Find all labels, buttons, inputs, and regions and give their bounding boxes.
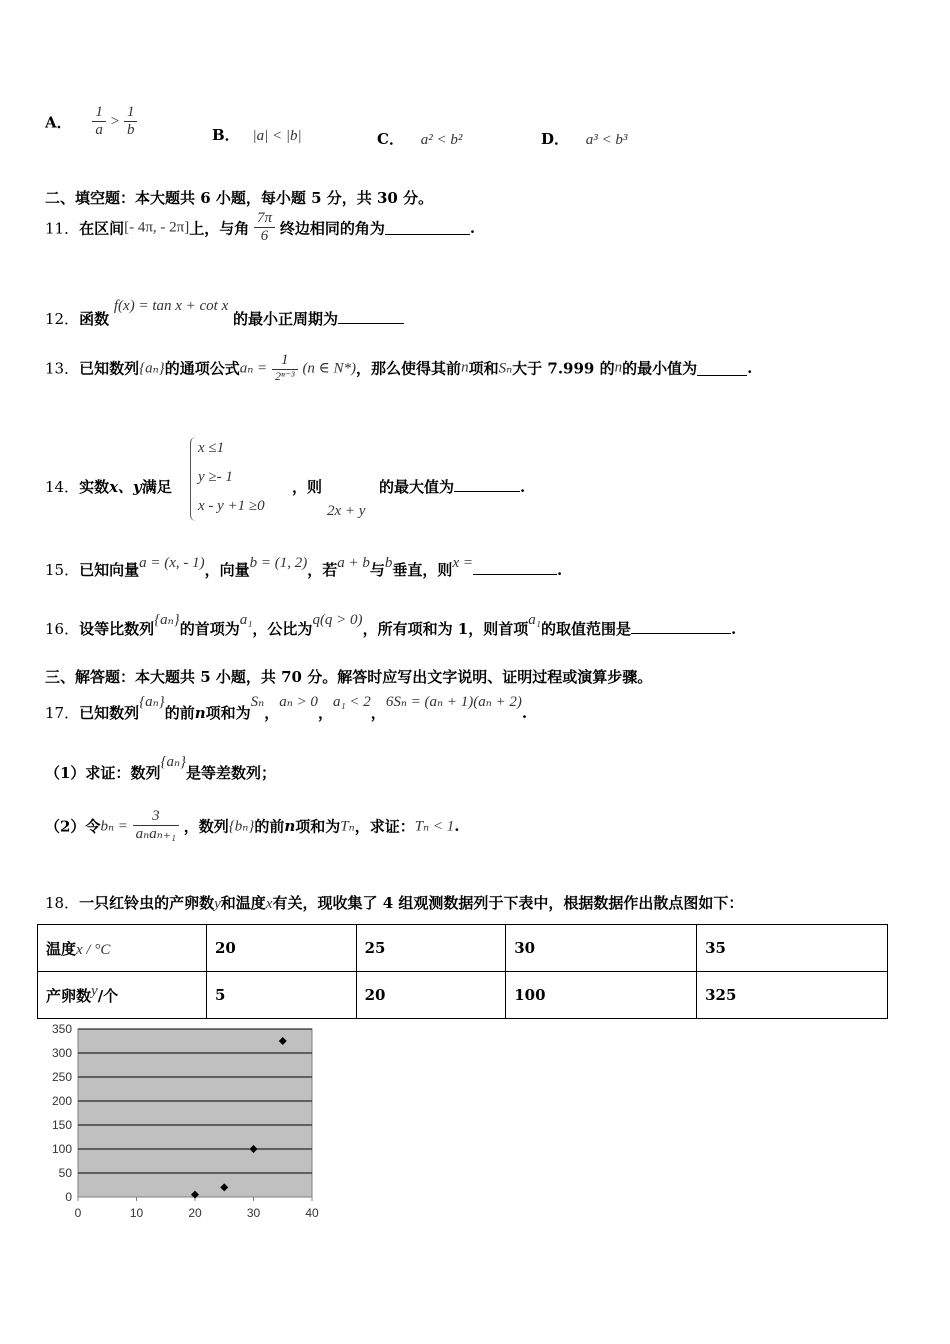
y-tick-label: 100 (51, 1142, 72, 1156)
y-tick-label: 0 (65, 1190, 72, 1204)
option-a-rhs-fraction: $\frac{1}{b}$ (124, 104, 138, 140)
constraint-1: x ≤1 (198, 440, 225, 456)
option-a: A． $\frac{1}{a}$ > $\frac{1}{b}$ (45, 104, 137, 140)
x-tick-label: 40 (305, 1206, 319, 1220)
table-cell: 20 (356, 972, 506, 1019)
answer-blank (631, 619, 731, 634)
table-row-header: 产卵数y/个 (38, 972, 207, 1019)
scatter-chart (37, 1020, 337, 1230)
section-title-fill-in: 二、填空题：本大题共 6 小题，每小题 5 分，共 30 分。 (45, 189, 434, 207)
question-12: 12．函数 f(x) = tan x + cot x 的最小正周期为 (45, 294, 404, 315)
question-17: 17．已知数列{aₙ}的前n项和为Sₙ，aₙ > 0，a₁ < 2，6Sₙ = (aₙ + 1)(aₙ + 2). (45, 694, 528, 722)
question-13: 13．已知数列{aₙ}的通项公式aₙ = $\frac{1}{\text{2ⁿ⁻³}}$ (n ∈ N*)，那么使得其前n项和Sₙ大于 7.999 的n的最小值为 . (45, 352, 753, 384)
table-cell: 325 (697, 972, 888, 1019)
x-tick-label: 10 (129, 1206, 144, 1220)
answer-blank (338, 309, 404, 324)
option-d: D． a³ < b³ (541, 130, 628, 148)
table-cell: 25 (356, 925, 506, 972)
question-14-then: ，则 (292, 478, 323, 496)
option-a-lhs-fraction: $\frac{1}{a}$ (92, 104, 106, 140)
question-14: 14．实数x、y满足 (45, 478, 172, 496)
objective-expression: 2x + y (327, 503, 366, 519)
question-17-part-2: （2）令bₙ = $\frac{3}{\text{aₙaₙ₊₁}}$ ，数列{bₙ}的前n项和为Tₙ，求证：Tₙ < 1. (45, 808, 460, 843)
y-tick-label: 150 (51, 1118, 72, 1132)
answer-blank (697, 361, 747, 376)
angle-fraction: $\frac{7\pi}{6}$ (254, 210, 275, 246)
table-cell: 35 (697, 925, 888, 972)
bn-fraction: $\frac{3}{\text{aₙaₙ₊₁}}$ (133, 808, 179, 844)
question-17-part-1: （1）求证：数列{aₙ}是等差数列； (45, 754, 277, 782)
y-tick-label: 50 (58, 1166, 72, 1180)
table-row-header: 温度x / °C (38, 925, 207, 972)
section-title-solutions: 三、解答题：本大题共 5 小题，共 70 分。解答时应写出文字说明、证明过程或演算步骤。 (45, 668, 653, 686)
option-b: B． |a| < |b| (212, 126, 302, 144)
y-tick-label: 350 (51, 1022, 72, 1036)
x-tick-label: 30 (246, 1206, 261, 1220)
option-c: C． a² < b² (377, 130, 463, 148)
y-tick-label: 250 (51, 1070, 72, 1084)
plot-area (78, 1029, 312, 1197)
table-row (38, 925, 888, 972)
answer-blank (454, 477, 520, 492)
constraint-3: x - y +1 ≥0 (198, 498, 265, 514)
question-11: 11．在区间[- 4π, - 2π]上，与角 $\frac{7\pi}{6}$ 终边相同的角为 . (45, 210, 476, 245)
answer-blank (385, 220, 470, 235)
question-15: 15．已知向量a = (x, - 1)，向量b = (1, 2)，若a + b与b垂直，则x = . (45, 555, 563, 579)
observation-table (37, 924, 888, 1019)
x-tick-label: 20 (188, 1206, 202, 1220)
question-16: 16．设等比数列{aₙ}的首项为a₁，公比为q(q > 0)，所有项和为 1，则首项a₁的取值范围是 . (45, 612, 737, 638)
question-18: 18．一只红铃虫的产卵数y和温度x有关，现收集了 4 组观测数据列于下表中，根据数据作出散点图如下： (45, 894, 744, 912)
table-row (38, 972, 888, 1019)
constraint-2: y ≥- 1 (198, 469, 233, 485)
table-cell: 30 (506, 925, 697, 972)
table-cell: 100 (506, 972, 697, 1019)
general-term-fraction: $\frac{1}{\text{2ⁿ⁻³}}$ (272, 352, 298, 384)
y-tick-label: 200 (51, 1094, 72, 1108)
table-cell: 5 (207, 972, 357, 1019)
question-14-tail: 的最大值为 . (379, 478, 526, 496)
x-tick-label: 0 (74, 1206, 82, 1220)
table-cell: 20 (207, 925, 357, 972)
y-tick-label: 300 (51, 1046, 72, 1060)
answer-blank (473, 560, 557, 575)
